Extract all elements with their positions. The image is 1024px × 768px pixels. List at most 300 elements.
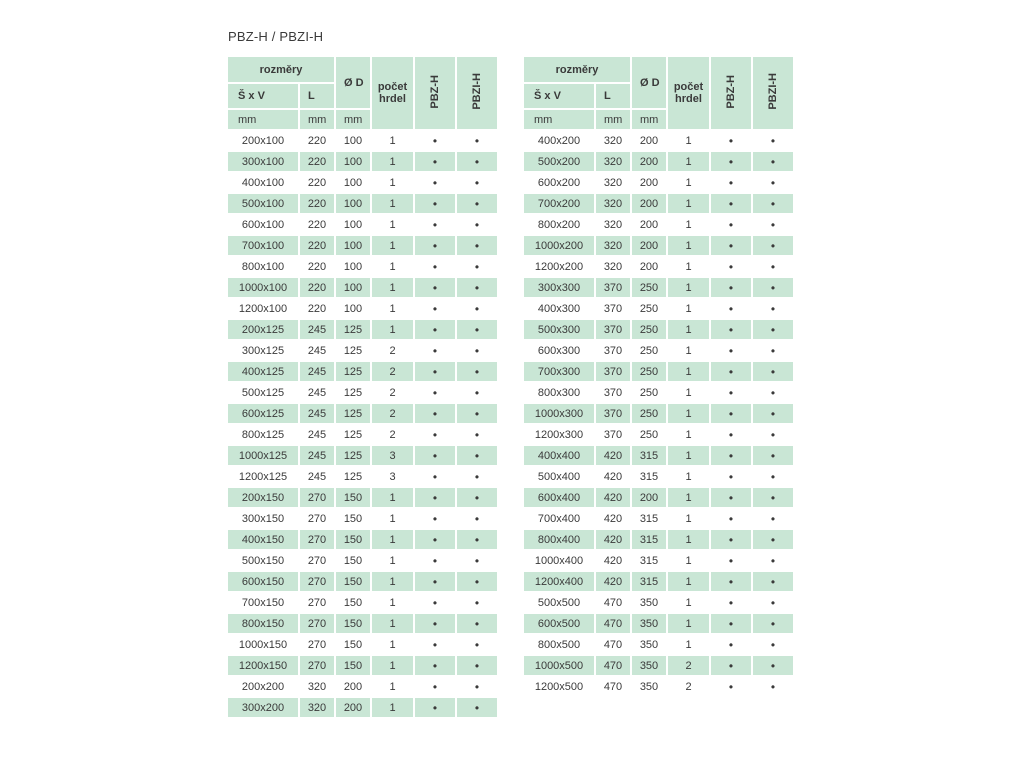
table-row [524,614,793,633]
cell-l: 420 [596,509,630,528]
header-rozmery: rozměry [524,57,630,82]
cell-size: 500x500 [524,593,594,612]
cell-d: 315 [632,467,666,486]
cell-pbz-dot: • [711,509,751,528]
cell-pbz-dot: • [415,362,455,381]
cell-pocet: 2 [372,341,413,360]
cell-l: 270 [300,530,334,549]
cell-pbzi-dot: • [457,362,497,381]
cell-pocet: 1 [372,677,413,696]
cell-l: 320 [596,257,630,276]
cell-pocet: 1 [668,467,709,486]
table-row [228,236,497,255]
cell-pbz-dot: • [711,656,751,675]
cell-pocet: 1 [372,194,413,213]
cell-size: 700x150 [228,593,298,612]
cell-l: 420 [596,446,630,465]
table-row [228,698,497,717]
cell-pbzi-dot: • [753,215,793,234]
cell-l: 470 [596,677,630,696]
table-row [524,530,793,549]
table-row [524,236,793,255]
unit-mm: mm [300,110,334,129]
table-row [524,152,793,171]
cell-d: 200 [336,677,370,696]
cell-pbzi-dot: • [457,488,497,507]
cell-pbz-dot: • [415,509,455,528]
cell-pbz-dot: • [711,488,751,507]
cell-d: 150 [336,593,370,612]
header-diameter: Ø D [336,57,370,108]
cell-l: 270 [300,656,334,675]
cell-pocet: 1 [668,173,709,192]
header-pbz-h [415,57,455,129]
cell-size: 1000x100 [228,278,298,297]
cell-pocet: 2 [372,404,413,423]
cell-pbz-dot: • [711,593,751,612]
cell-pbz-dot: • [711,362,751,381]
cell-pbz-dot: • [711,446,751,465]
cell-pbz-dot: • [415,572,455,591]
cell-pocet: 1 [668,425,709,444]
cell-l: 320 [596,236,630,255]
cell-size: 200x125 [228,320,298,339]
cell-size: 600x300 [524,341,594,360]
cell-pocet: 1 [668,383,709,402]
table-row [524,572,793,591]
cell-d: 125 [336,341,370,360]
cell-pbz-dot: • [415,635,455,654]
cell-size: 700x400 [524,509,594,528]
table-row [524,677,793,696]
cell-pbz-dot: • [415,173,455,192]
cell-pbz-dot: • [415,446,455,465]
cell-l: 320 [596,173,630,192]
pbzi-h-label: PBZI-H [470,73,483,110]
cell-pocet: 1 [372,152,413,171]
table-row [228,656,497,675]
cell-pbzi-dot: • [457,131,497,150]
cell-pbzi-dot: • [457,152,497,171]
cell-d: 150 [336,572,370,591]
cell-l: 370 [596,299,630,318]
cell-l: 420 [596,488,630,507]
cell-d: 250 [632,383,666,402]
cell-l: 220 [300,131,334,150]
cell-l: 245 [300,362,334,381]
cell-l: 245 [300,467,334,486]
cell-pocet: 1 [372,215,413,234]
cell-pbz-dot: • [711,572,751,591]
cell-size: 500x100 [228,194,298,213]
table-row [228,425,497,444]
cell-pocet: 1 [668,131,709,150]
table-row [228,551,497,570]
cell-l: 270 [300,551,334,570]
cell-pbzi-dot: • [753,257,793,276]
table-row [524,383,793,402]
table-row [524,446,793,465]
cell-size: 1000x125 [228,446,298,465]
cell-pocet: 1 [668,152,709,171]
cell-pocet: 1 [372,635,413,654]
cell-size: 1200x500 [524,677,594,696]
table-row [228,173,497,192]
cell-l: 220 [300,236,334,255]
pbzi-h-label: PBZI-H [766,73,779,110]
cell-pbz-dot: • [415,215,455,234]
cell-d: 315 [632,530,666,549]
table-row [524,509,793,528]
cell-l: 245 [300,404,334,423]
cell-size: 1000x200 [524,236,594,255]
cell-pbzi-dot: • [457,614,497,633]
cell-pbzi-dot: • [753,656,793,675]
cell-pbz-dot: • [415,278,455,297]
cell-size: 800x100 [228,257,298,276]
unit-mm: mm [524,110,594,129]
table-row [228,614,497,633]
cell-pbzi-dot: • [457,383,497,402]
cell-pocet: 1 [372,614,413,633]
cell-d: 150 [336,530,370,549]
cell-pocet: 1 [668,194,709,213]
header-pbz-h [711,57,751,129]
cell-l: 245 [300,341,334,360]
cell-size: 600x500 [524,614,594,633]
cell-d: 250 [632,320,666,339]
table-row [524,488,793,507]
cell-l: 370 [596,278,630,297]
table-row [228,572,497,591]
cell-pbz-dot: • [415,425,455,444]
header-pbzi-h [753,57,793,129]
table-row [524,593,793,612]
cell-d: 150 [336,509,370,528]
cell-d: 100 [336,278,370,297]
header-l: L [300,84,334,108]
cell-l: 245 [300,383,334,402]
cell-size: 800x125 [228,425,298,444]
cell-d: 125 [336,320,370,339]
cell-pocet: 2 [668,677,709,696]
cell-l: 220 [300,278,334,297]
cell-l: 270 [300,593,334,612]
cell-d: 350 [632,677,666,696]
cell-pbzi-dot: • [753,509,793,528]
cell-pbz-dot: • [711,530,751,549]
cell-pbzi-dot: • [753,593,793,612]
cell-pbz-dot: • [711,320,751,339]
unit-mm: mm [228,110,298,129]
cell-d: 125 [336,425,370,444]
cell-size: 1200x200 [524,257,594,276]
cell-pbz-dot: • [711,215,751,234]
cell-pbzi-dot: • [457,299,497,318]
cell-l: 470 [596,635,630,654]
cell-pbzi-dot: • [753,551,793,570]
cell-pocet: 1 [668,530,709,549]
cell-d: 250 [632,425,666,444]
cell-l: 220 [300,299,334,318]
cell-pbz-dot: • [415,593,455,612]
cell-pbzi-dot: • [753,488,793,507]
header-rozmery: rozměry [228,57,334,82]
cell-size: 300x300 [524,278,594,297]
cell-pbzi-dot: • [753,614,793,633]
cell-pbzi-dot: • [457,509,497,528]
cell-l: 470 [596,593,630,612]
cell-size: 700x200 [524,194,594,213]
cell-pocet: 2 [372,425,413,444]
cell-pbzi-dot: • [753,677,793,696]
table-row [524,467,793,486]
cell-l: 220 [300,215,334,234]
cell-size: 1000x150 [228,635,298,654]
cell-pocet: 1 [372,320,413,339]
unit-mm: mm [596,110,630,129]
table-row [524,341,793,360]
header-sxv: Š x V [228,84,298,108]
table-row [228,530,497,549]
cell-pbz-dot: • [711,131,751,150]
cell-d: 125 [336,404,370,423]
cell-pbz-dot: • [415,194,455,213]
cell-pbz-dot: • [711,236,751,255]
cell-size: 1000x300 [524,404,594,423]
cell-pbzi-dot: • [457,530,497,549]
cell-pbzi-dot: • [753,299,793,318]
cell-d: 125 [336,383,370,402]
cell-size: 200x200 [228,677,298,696]
table-row [228,635,497,654]
header-pbzi-h [457,57,497,129]
cell-l: 245 [300,320,334,339]
cell-pbzi-dot: • [457,698,497,717]
cell-pocet: 1 [668,299,709,318]
cell-pocet: 1 [372,656,413,675]
cell-pocet: 1 [372,278,413,297]
cell-pbz-dot: • [415,698,455,717]
cell-pbzi-dot: • [753,320,793,339]
cell-pbz-dot: • [415,677,455,696]
cell-l: 220 [300,152,334,171]
table-row [524,173,793,192]
table-row [228,341,497,360]
table-row [524,278,793,297]
cell-d: 100 [336,131,370,150]
cell-size: 800x400 [524,530,594,549]
cell-size: 300x125 [228,341,298,360]
cell-d: 125 [336,362,370,381]
cell-pbzi-dot: • [457,425,497,444]
cell-pbzi-dot: • [753,236,793,255]
unit-mm: mm [336,110,370,129]
cell-size: 400x300 [524,299,594,318]
cell-size: 700x300 [524,362,594,381]
cell-d: 315 [632,572,666,591]
spec-table-right [522,55,795,698]
cell-pbzi-dot: • [753,362,793,381]
cell-l: 220 [300,194,334,213]
cell-size: 1000x400 [524,551,594,570]
cell-size: 500x300 [524,320,594,339]
cell-pbz-dot: • [711,299,751,318]
table-row [228,278,497,297]
cell-pbzi-dot: • [753,572,793,591]
cell-d: 100 [336,257,370,276]
cell-pocet: 1 [372,509,413,528]
cell-l: 370 [596,425,630,444]
cell-size: 400x100 [228,173,298,192]
cell-pbzi-dot: • [753,278,793,297]
cell-d: 100 [336,215,370,234]
cell-size: 400x150 [228,530,298,549]
table-row [524,257,793,276]
cell-pbz-dot: • [415,614,455,633]
cell-pocet: 1 [668,446,709,465]
spec-table-left [226,55,499,719]
cell-l: 420 [596,467,630,486]
cell-pbz-dot: • [415,656,455,675]
cell-pocet: 1 [372,572,413,591]
cell-size: 500x150 [228,551,298,570]
cell-size: 600x200 [524,173,594,192]
cell-d: 350 [632,656,666,675]
cell-pbzi-dot: • [457,236,497,255]
cell-d: 200 [632,215,666,234]
cell-d: 200 [632,488,666,507]
cell-pbzi-dot: • [753,530,793,549]
cell-d: 200 [336,698,370,717]
table-row [228,383,497,402]
cell-d: 350 [632,635,666,654]
cell-pocet: 2 [372,362,413,381]
cell-pbz-dot: • [711,173,751,192]
cell-d: 315 [632,446,666,465]
cell-d: 200 [632,236,666,255]
cell-pbz-dot: • [415,530,455,549]
cell-pbz-dot: • [415,320,455,339]
cell-size: 300x150 [228,509,298,528]
cell-pbz-dot: • [415,341,455,360]
cell-d: 250 [632,404,666,423]
cell-size: 1200x300 [524,425,594,444]
cell-size: 400x200 [524,131,594,150]
cell-pbzi-dot: • [753,635,793,654]
cell-pbz-dot: • [415,488,455,507]
pocet-line2: hrdel [379,93,406,105]
cell-pocet: 1 [668,278,709,297]
cell-d: 100 [336,299,370,318]
cell-size: 200x150 [228,488,298,507]
cell-pbzi-dot: • [457,446,497,465]
cell-pocet: 1 [668,404,709,423]
cell-pocet: 2 [668,656,709,675]
cell-pocet: 1 [372,299,413,318]
cell-size: 1200x100 [228,299,298,318]
page-title: PBZ-H / PBZI-H [228,29,324,44]
pocet-line1: počet [673,81,704,93]
cell-pbz-dot: • [415,551,455,570]
cell-pbzi-dot: • [753,383,793,402]
table-row [228,404,497,423]
cell-pbzi-dot: • [457,320,497,339]
cell-pbz-dot: • [711,257,751,276]
cell-pbzi-dot: • [457,194,497,213]
cell-size: 600x125 [228,404,298,423]
cell-pbzi-dot: • [753,152,793,171]
cell-pbzi-dot: • [457,278,497,297]
header-pocet-hrdel [372,57,413,129]
cell-l: 320 [596,131,630,150]
cell-pbz-dot: • [711,278,751,297]
cell-l: 420 [596,530,630,549]
cell-d: 250 [632,299,666,318]
cell-size: 500x200 [524,152,594,171]
cell-pocet: 1 [372,173,413,192]
cell-l: 245 [300,446,334,465]
cell-d: 315 [632,551,666,570]
cell-size: 200x100 [228,131,298,150]
cell-size: 300x100 [228,152,298,171]
cell-l: 270 [300,572,334,591]
cell-l: 370 [596,362,630,381]
cell-pbzi-dot: • [753,131,793,150]
cell-l: 320 [300,698,334,717]
table-row [524,299,793,318]
table-row [228,152,497,171]
cell-d: 350 [632,614,666,633]
table-row [228,320,497,339]
cell-d: 150 [336,488,370,507]
cell-size: 300x200 [228,698,298,717]
cell-d: 200 [632,194,666,213]
cell-pbzi-dot: • [457,677,497,696]
cell-l: 370 [596,404,630,423]
cell-pbzi-dot: • [753,446,793,465]
cell-pocet: 3 [372,467,413,486]
table-row [228,257,497,276]
cell-pocet: 1 [668,635,709,654]
header-l: L [596,84,630,108]
cell-size: 500x125 [228,383,298,402]
cell-d: 150 [336,635,370,654]
header-pocet-hrdel [668,57,709,129]
cell-pbzi-dot: • [753,425,793,444]
cell-pbzi-dot: • [457,656,497,675]
cell-l: 270 [300,509,334,528]
cell-pbz-dot: • [711,614,751,633]
cell-pocet: 1 [372,593,413,612]
cell-l: 320 [596,215,630,234]
cell-pocet: 1 [668,257,709,276]
cell-d: 100 [336,194,370,213]
table-row [228,467,497,486]
cell-pbzi-dot: • [457,173,497,192]
cell-pbz-dot: • [415,131,455,150]
cell-pbz-dot: • [711,383,751,402]
table-row [524,215,793,234]
cell-pbz-dot: • [711,425,751,444]
cell-pbzi-dot: • [457,467,497,486]
cell-l: 245 [300,425,334,444]
cell-pocet: 1 [668,614,709,633]
cell-pocet: 1 [668,509,709,528]
cell-d: 200 [632,173,666,192]
cell-d: 125 [336,446,370,465]
cell-d: 350 [632,593,666,612]
